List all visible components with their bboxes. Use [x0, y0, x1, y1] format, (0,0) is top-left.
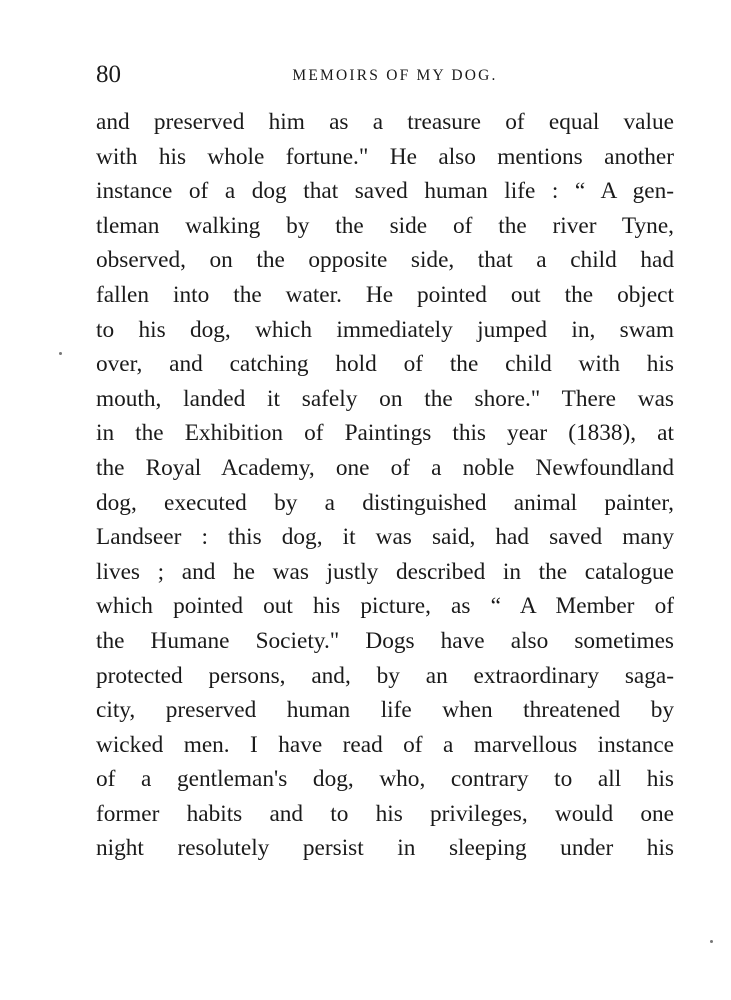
text-line: to his dog, which immediately jumped in, swam: [96, 316, 674, 343]
page-header: [96, 58, 674, 92]
running-head: MEMOIRS OF MY DOG.: [292, 67, 498, 84]
text-line: lives ; and he was justly described in the catalogue: [96, 558, 674, 585]
text-line: Landseer : this dog, it was said, had saved many: [96, 524, 674, 551]
text-line: of a gentleman's dog, who, contrary to all his: [96, 766, 674, 793]
text-line: instance of a dog that saved human life : “ A gen-: [96, 178, 674, 205]
text-line: which pointed out his picture, as “ A Member of: [96, 593, 674, 620]
text-line: in the Exhibition of Paintings this year (1838), at: [96, 420, 674, 447]
print-speck: [59, 352, 62, 355]
print-speck: [710, 940, 713, 943]
text-line: former habits and to his privileges, would one: [96, 800, 674, 827]
text-line: wicked men. I have read of a marvellous instance: [96, 731, 674, 758]
text-line: city, preserved human life when threatened by: [96, 697, 674, 724]
page-number: 80: [96, 61, 121, 88]
text-line: fallen into the water. He pointed out the object: [96, 281, 674, 308]
text-line: and preserved him as a treasure of equal value: [96, 109, 674, 135]
text-line: over, and catching hold of the child with his: [96, 351, 674, 378]
text-line: observed, on the opposite side, that a child had: [96, 247, 674, 274]
text-line: dog, executed by a distinguished animal painter,: [96, 489, 674, 516]
text-line: protected persons, and, by an extraordinary saga-: [96, 662, 674, 689]
text-line: night resolutely persist in sleeping under his: [96, 835, 674, 862]
text-line: the Humane Society." Dogs have also sometimes: [96, 627, 674, 654]
text-line: mouth, landed it safely on the shore." There was: [96, 385, 674, 412]
text-line: with his whole fortune." He also mentions another: [96, 143, 674, 170]
text-line: tleman walking by the side of the river Tyne,: [96, 212, 674, 239]
body-text: [96, 105, 674, 866]
text-line: the Royal Academy, one of a noble Newfoundland: [96, 454, 674, 481]
